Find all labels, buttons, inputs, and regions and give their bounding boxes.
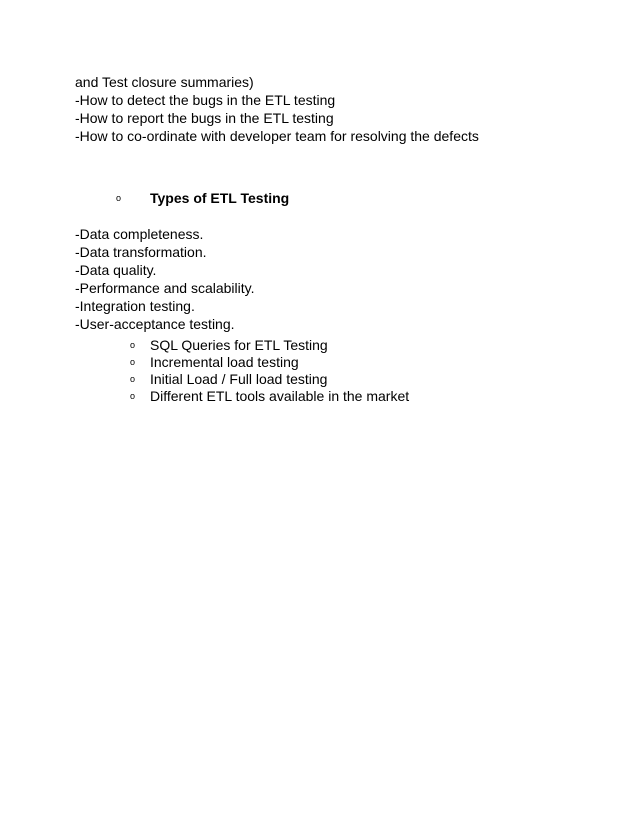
hollow-bullet-icon: o bbox=[130, 391, 136, 401]
testing-type-item: -Performance and scalability. bbox=[75, 280, 255, 296]
hollow-bullet-icon: o bbox=[130, 340, 136, 350]
hollow-bullet-icon: o bbox=[130, 374, 136, 384]
topic-text: Different ETL tools available in the market bbox=[150, 388, 410, 404]
intro-line: and Test closure summaries) bbox=[75, 74, 254, 90]
hollow-bullet-icon: o bbox=[116, 193, 122, 203]
testing-type-item: -Data transformation. bbox=[75, 244, 207, 260]
intro-line: -How to co-ordinate with developer team for resolving the defects bbox=[75, 128, 479, 144]
hollow-bullet-icon: o bbox=[130, 357, 136, 367]
testing-type-item: -Integration testing. bbox=[75, 298, 195, 314]
topic-text: Incremental load testing bbox=[150, 354, 299, 370]
testing-type-item: -Data quality. bbox=[75, 262, 157, 278]
topic-text: Initial Load / Full load testing bbox=[150, 371, 328, 387]
testing-type-item: -Data completeness. bbox=[75, 226, 204, 242]
testing-type-item: -User-acceptance testing. bbox=[75, 316, 235, 332]
intro-line: -How to detect the bugs in the ETL testing bbox=[75, 92, 336, 108]
topic-text: SQL Queries for ETL Testing bbox=[150, 337, 328, 353]
section-heading-text: Types of ETL Testing bbox=[150, 190, 290, 206]
intro-line: -How to report the bugs in the ETL testing bbox=[75, 110, 334, 126]
